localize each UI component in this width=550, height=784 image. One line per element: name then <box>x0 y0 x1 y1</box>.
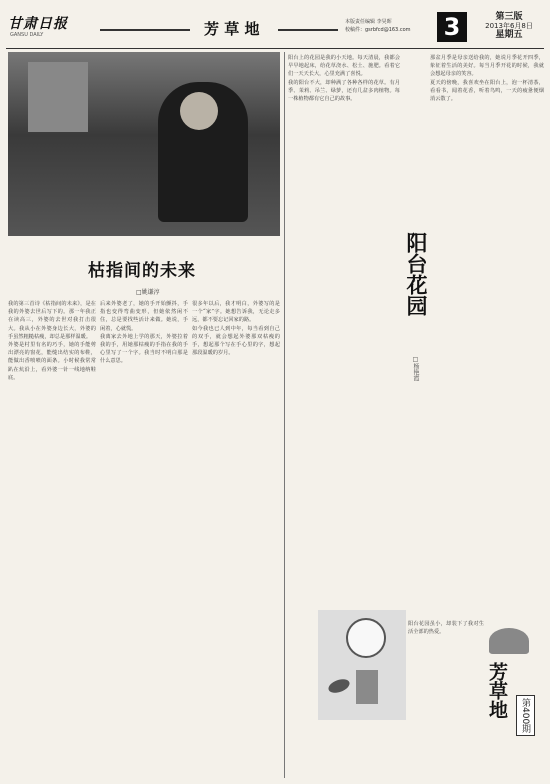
paragraph: 那盆月季是母亲送给我的，她说月季花开四季，象征着生活的美好。每当月季开花的时候，我就会想起母亲的笑容。 <box>430 55 544 78</box>
paragraph: 阳台花园虽小，却装下了我对生活全部的热爱。 <box>408 621 484 636</box>
clock-icon <box>346 618 386 658</box>
edition-date: 2013年6月8日 <box>485 22 533 30</box>
edition-info <box>474 13 544 40</box>
article-left-col-3 <box>192 300 280 778</box>
article-left-col-1 <box>8 300 96 778</box>
article-right-col-1 <box>288 54 400 604</box>
flowerpot-icon <box>356 670 378 704</box>
paper-logo: 甘肃日报 <box>8 16 68 32</box>
edition-weekday: 星期五 <box>495 30 523 40</box>
article-right-byline: □杨艳霞 <box>412 356 419 381</box>
article-left-col-2 <box>100 300 188 778</box>
masthead <box>0 0 550 46</box>
article-right-col-2 <box>430 54 544 614</box>
editor-info <box>345 18 425 34</box>
paragraph: 我的阳台不大，却种满了各种各样的花草。有月季、茉莉、吊兰、绿萝，还有几盆多肉植物。每一株植物都有它自己的故事。 <box>288 79 400 103</box>
page-number-box: 3 <box>437 12 467 42</box>
leaf-icon <box>327 677 352 696</box>
paragraph: 外婆是村里有名的巧手，她的手能剪出漂亮的窗花，能缝出结实的布鞋，能做出香喷喷的面条。小时候我常常趴在炕沿上，看外婆一针一线地纳鞋底。 <box>8 342 96 381</box>
paragraph: 我的第三首诗《枯指间的未来》，是在我的外婆去世后写下的。那一年我正在读高三，外婆的去世对我打击很大。我从小在外婆身边长大，外婆的手虽然粗糙枯瘦，却总是那样温暖。 <box>8 301 96 340</box>
masthead-rule <box>6 48 544 49</box>
editor-line-2: 校稿件：gsrbfcd@163.com <box>345 27 411 33</box>
paragraph: 夏天的傍晚，我喜欢坐在阳台上，泡一杯清茶，看看书，闻着花香，听着鸟鸣，一天的疲惫便烟消云散了。 <box>430 79 544 103</box>
section-rule-left <box>100 29 190 31</box>
article-right-title: 阳台花园 <box>404 232 429 316</box>
photo-face <box>180 92 218 130</box>
section-title: 芳 草 地 <box>204 20 260 38</box>
paper-logo-sub: GANSU DAILY <box>10 32 44 38</box>
section-rule-right <box>278 29 338 31</box>
paragraph: 阳台上的花园是我的小天地。每天清晨，我都会早早地起床，给花草浇水、松土、施肥。看着它们一天天长大，心里充满了喜悦。 <box>288 55 400 78</box>
column-ornament <box>489 628 529 654</box>
column-issue-label: 第400期 <box>516 695 535 736</box>
paragraph: 如今我也已人到中年，每当看到自己的双手，就会想起外婆那双枯瘦的手，想起那个写在手心里的字，想起那段温暖的岁月。 <box>192 325 280 357</box>
photo-window <box>28 62 88 132</box>
clock-plant-illustration <box>318 610 406 720</box>
edition-number: 第三版 <box>495 12 523 22</box>
article-left-title: 枯指间的未来 <box>88 261 196 281</box>
elderly-woman-photo <box>8 52 280 236</box>
column-name: 芳草地 <box>486 662 508 719</box>
article-left-byline: □姚谦淳 <box>136 289 160 296</box>
paragraph: 我离家去外地上学的那天，外婆拉着我的手，用她那枯瘦的手指在我的手心里写了一个字。我当时不明白那是什么意思。 <box>100 333 188 365</box>
article-right-col-3 <box>408 620 484 776</box>
paragraph: 很多年以后，我才明白，外婆写的是一个“家”字。她想告诉我，无论走多远，都不要忘记回家的路。 <box>192 301 280 324</box>
paragraph: 后来外婆老了，她的手开始颤抖，手指也变得弯曲变形，但她依然闲不住，总是要找些活计来做。她说，手闲着，心就慌。 <box>100 301 188 332</box>
editor-line-1: 本版责任编辑 李昊晖 <box>345 19 392 25</box>
column-divider <box>284 52 285 778</box>
